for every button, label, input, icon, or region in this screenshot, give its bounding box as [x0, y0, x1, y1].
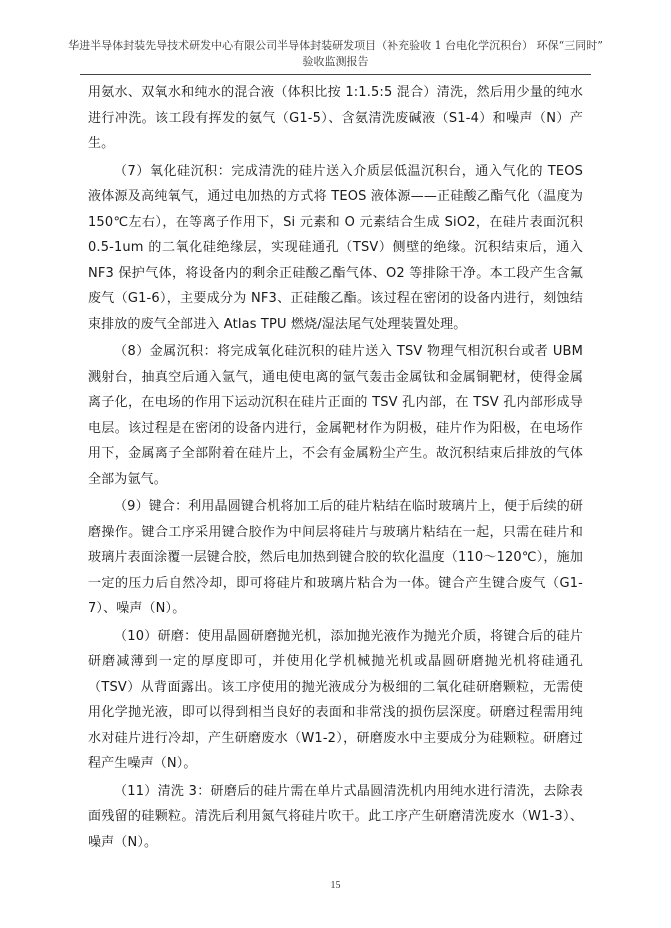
header-title-line1: 华进半导体封装先导技术研发中心有限公司半导体封装研发项目（补充验收 1 台电化学沉积台） 环保“三同时” [68, 39, 603, 52]
document-body [88, 80, 583, 855]
paragraph-continued: 用氨水、双氧水和纯水的混合液（体积比按 1:1.5:5 混合）清洗，然后用少量的纯水进行冲洗。该工段有挥发的氨气（G1-5）、含氨清洗废碱液（S1-4）和噪声（N）产生。 [88, 85, 583, 151]
header-divider [80, 74, 591, 75]
page-header [60, 38, 611, 70]
paragraph-grinding: （10）研磨：使用晶圆研磨抛光机，添加抛光液作为抛光介质，将键合后的硅片研磨减薄到一定的厚度即可，并使用化学机械抛光机或晶圆研磨抛光机将硅通孔（TSV）从背面露出。该工序使用的抛光液成分为极细的二氧化硅研磨颗粒，无需使用化学抛光液，即可以得到相当良好的表面和非常浅的损伤层深度。研磨过程需用纯水对硅片进行冷却，产生研磨废水（W1-2），研磨废水中主要成分为硅颗粒。研磨过程产生噪声（N）。 [88, 628, 583, 771]
paragraph-cleaning-3: （11）清洗 3：研磨后的硅片需在单片式晶圆清洗机内用纯水进行清洗，去除表面残留的硅颗粒。清洗后利用氮气将硅片吹干。此工序产生研磨清洗废水（W1-3）、噪声（N）。 [88, 783, 583, 850]
page-number: 15 [330, 880, 341, 891]
header-title-line2: 验收监测报告 [302, 55, 369, 68]
paragraph-bonding: （9）键合：利用晶圆键合机将加工后的硅片粘结在临时玻璃片上，便于后续的研磨操作。键合工序采用键合胶作为中间层将硅片与玻璃片粘结在一起，只需在硅片和玻璃片表面涂覆一层键合胶，然后电加热到键合胶的软化温度（110～120℃），施加一定的压力后自然冷却，即可将硅片和玻璃片粘合为一体。键合产生键合废气（G1-7）、噪声（N）。 [88, 499, 583, 616]
paragraph-metal-deposition: （8）金属沉积：将完成氧化硅沉积的硅片送入 TSV 物理气相沉积台或者 UBM 溅射台，抽真空后通入氩气，通电使电离的氩气轰击金属钛和金属铜靶材，使得金属离子化，在电场的作用下运动沉积在硅片正面的 TSV 孔内部，在 TSV 孔内部形成导电层。该过程是在密闭的设备内进行，金属靶材作为阴极，硅片作为阳极，在电场作用下，金属离子全部附着在硅片上，不会有金属粉尘产生。故沉积结束后排放的气体全部为氩气。 [88, 344, 583, 487]
paragraph-silicon-oxide-deposition: （7）氧化硅沉积：完成清洗的硅片送入介质层低温沉积台，通入气化的 TEOS 液体源及高纯氧气，通过电加热的方式将 TEOS 液体源——正硅酸乙酯气化（温度为 150℃左右），在等离子作用下，Si 元素和 O 元素结合生成 SiO2，在硅片表面沉积 0.5-1um 的二氧化硅绝缘层，实现硅通孔（TSV）侧壁的绝缘。沉积结束后，通入 NF3 保护气体，将设备内的剩余正硅酸乙酯气体、O2 等排除干净。本工段产生含氟废气（G1-6），主要成分为 NF3、正硅酸乙酯。该过程在密闭的设备内进行，刻蚀结束排放的废气全部进入 Atlas TPU 燃烧/湿法尾气处理装置处理。 [88, 163, 583, 332]
